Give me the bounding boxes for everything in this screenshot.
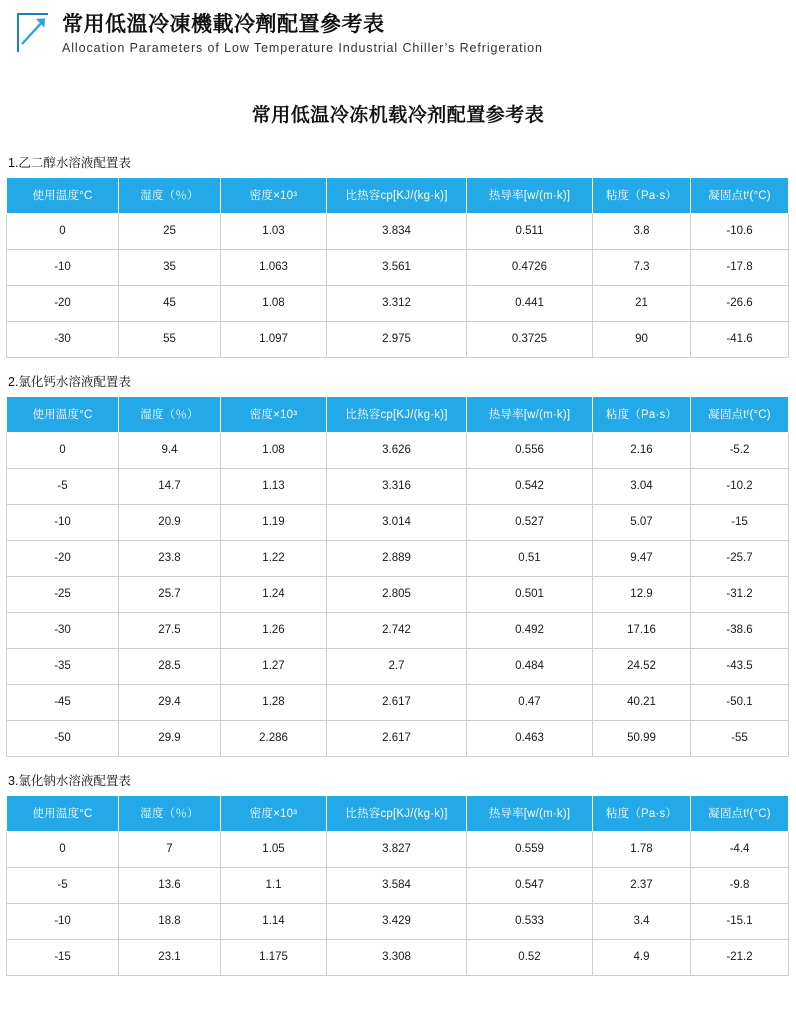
table-cell: 0.533 [467,903,593,939]
table-cell: 0 [7,432,119,468]
table-header-row [7,177,789,213]
table-cell: 24.52 [593,648,691,684]
column-header: 使用温度°C [7,177,119,213]
table-row [7,285,789,321]
table-cell: 21 [593,285,691,321]
column-header: 使用温度°C [7,396,119,432]
section-label: 1.乙二醇水溶液配置表 [8,155,131,170]
column-header: 粘度（Pa·s） [593,177,691,213]
table-cell: 0.3725 [467,321,593,357]
table-cell: 1.22 [221,540,327,576]
document-header [0,0,796,66]
table-cell: 20.9 [119,504,221,540]
table-cell: 3.312 [327,285,467,321]
table-cell: -9.8 [691,867,789,903]
table-cell: 45 [119,285,221,321]
table-cell: 7.3 [593,249,691,285]
column-header: 密度×10³ [221,795,327,831]
table-cell: 4.9 [593,939,691,975]
table-cell: 1.05 [221,831,327,867]
table-cell: -10.2 [691,468,789,504]
table-cell: -5.2 [691,432,789,468]
table-cell: 1.063 [221,249,327,285]
table-row [7,939,789,975]
table-cell: 3.8 [593,213,691,249]
table-cell: 1.78 [593,831,691,867]
table-cell: 9.4 [119,432,221,468]
column-header: 热导率[w/(m·k)] [467,795,593,831]
table-cell: -15.1 [691,903,789,939]
table-cell: 55 [119,321,221,357]
table-cell: 25.7 [119,576,221,612]
data-table [6,795,789,976]
column-header: 热导率[w/(m·k)] [467,177,593,213]
table-cell: 3.4 [593,903,691,939]
table-header-row [7,795,789,831]
column-header: 粘度（Pa·s） [593,396,691,432]
table-cell: 17.16 [593,612,691,648]
table-cell: -38.6 [691,612,789,648]
table-cell: -35 [7,648,119,684]
table-cell: 1.03 [221,213,327,249]
table-cell: -10 [7,249,119,285]
table-cell: 13.6 [119,867,221,903]
table-cell: -41.6 [691,321,789,357]
sections-container [0,153,796,976]
table-cell: 0.51 [467,540,593,576]
table-cell: 2.742 [327,612,467,648]
table-cell: 7 [119,831,221,867]
table-cell: -55 [691,720,789,756]
table-cell: 0.511 [467,213,593,249]
table-cell: -10 [7,903,119,939]
column-header: 湿度（％） [119,177,221,213]
table-cell: 3.429 [327,903,467,939]
table-cell: 9.47 [593,540,691,576]
table-cell: 3.014 [327,504,467,540]
table-row [7,504,789,540]
table-cell: -43.5 [691,648,789,684]
table-cell: 12.9 [593,576,691,612]
table-row [7,576,789,612]
table-cell: 0.501 [467,576,593,612]
column-header: 凝固点tᶠ(°C) [691,177,789,213]
table-cell: -4.4 [691,831,789,867]
table-cell: 1.1 [221,867,327,903]
table-cell: 23.8 [119,540,221,576]
section-label: 3.氯化钠水溶液配置表 [8,773,131,788]
table-cell: -5 [7,867,119,903]
table-row [7,540,789,576]
table-section [6,771,790,976]
table-cell: 3.834 [327,213,467,249]
table-cell: 3.626 [327,432,467,468]
table-row [7,213,789,249]
table-cell: 18.8 [119,903,221,939]
table-cell: 1.24 [221,576,327,612]
table-row [7,321,789,357]
table-cell: 5.07 [593,504,691,540]
table-row [7,432,789,468]
column-header: 凝固点tᶠ(°C) [691,795,789,831]
table-cell: 28.5 [119,648,221,684]
table-cell: 2.16 [593,432,691,468]
table-cell: -15 [691,504,789,540]
table-cell: 2.37 [593,867,691,903]
table-cell: 29.4 [119,684,221,720]
header-text-block [62,10,543,58]
table-row [7,249,789,285]
table-cell: -26.6 [691,285,789,321]
table-cell: 3.316 [327,468,467,504]
section-label: 2.氯化钙水溶液配置表 [8,374,131,389]
table-cell: 1.19 [221,504,327,540]
table-cell: 1.08 [221,432,327,468]
table-cell: 2.7 [327,648,467,684]
table-cell: 1.08 [221,285,327,321]
table-cell: 14.7 [119,468,221,504]
column-header: 比热容cp[KJ/(kg·k)] [327,396,467,432]
table-cell: -45 [7,684,119,720]
column-header: 湿度（％） [119,795,221,831]
table-cell: 0.492 [467,612,593,648]
table-cell: -21.2 [691,939,789,975]
table-cell: -15 [7,939,119,975]
header-title-en: Allocation Parameters of Low Temperature Industrial Chiller’s Refrigeration [62,41,543,56]
table-cell: 3.584 [327,867,467,903]
table-cell: 0.542 [467,468,593,504]
column-header: 热导率[w/(m·k)] [467,396,593,432]
table-section [6,372,790,757]
column-header: 比热容cp[KJ/(kg·k)] [327,177,467,213]
table-cell: 0.484 [467,648,593,684]
table-cell: 0.463 [467,720,593,756]
table-row [7,903,789,939]
table-cell: -31.2 [691,576,789,612]
table-cell: 0.527 [467,504,593,540]
table-row [7,468,789,504]
table-cell: -20 [7,540,119,576]
table-cell: 27.5 [119,612,221,648]
column-header: 密度×10³ [221,396,327,432]
table-cell: 1.14 [221,903,327,939]
table-row [7,684,789,720]
table-cell: 0.547 [467,867,593,903]
table-cell: -10 [7,504,119,540]
table-cell: 0.4726 [467,249,593,285]
table-cell: -25 [7,576,119,612]
table-cell: 0.52 [467,939,593,975]
table-cell: -30 [7,321,119,357]
table-cell: 1.13 [221,468,327,504]
data-table [6,396,789,757]
table-cell: 3.561 [327,249,467,285]
column-header: 粘度（Pa·s） [593,795,691,831]
table-row [7,831,789,867]
column-header: 比热容cp[KJ/(kg·k)] [327,795,467,831]
table-cell: -25.7 [691,540,789,576]
table-cell: 1.26 [221,612,327,648]
table-cell: -30 [7,612,119,648]
table-cell: 1.28 [221,684,327,720]
table-cell: 90 [593,321,691,357]
table-header-row [7,396,789,432]
table-row [7,720,789,756]
table-cell: -10.6 [691,213,789,249]
table-cell: 0 [7,213,119,249]
table-cell: 3.308 [327,939,467,975]
data-table [6,177,789,358]
table-cell: 3.04 [593,468,691,504]
table-cell: 2.889 [327,540,467,576]
table-row [7,612,789,648]
table-cell: 0.556 [467,432,593,468]
table-cell: 29.9 [119,720,221,756]
column-header: 密度×10³ [221,177,327,213]
table-cell: 3.827 [327,831,467,867]
column-header: 使用温度°C [7,795,119,831]
table-section [6,153,790,358]
header-title-cn: 常用低溫冷凍機載冷劑配置參考表 [62,13,385,36]
table-cell: -20 [7,285,119,321]
table-row [7,648,789,684]
table-cell: 25 [119,213,221,249]
column-header: 湿度（％） [119,396,221,432]
table-cell: 50.99 [593,720,691,756]
column-header: 凝固点tᶠ(°C) [691,396,789,432]
table-cell: -17.8 [691,249,789,285]
table-cell: 0.441 [467,285,593,321]
arrow-logo-icon [14,10,54,54]
table-cell: 2.286 [221,720,327,756]
table-cell: 35 [119,249,221,285]
table-cell: -50 [7,720,119,756]
table-row [7,867,789,903]
page-title: 常用低温冷冻机载冷剂配置参考表 [251,104,545,126]
table-cell: 1.27 [221,648,327,684]
table-cell: 23.1 [119,939,221,975]
table-cell: 1.097 [221,321,327,357]
table-cell: 0.47 [467,684,593,720]
table-cell: -50.1 [691,684,789,720]
table-cell: 2.975 [327,321,467,357]
table-cell: 0.559 [467,831,593,867]
table-cell: 1.175 [221,939,327,975]
table-cell: 40.21 [593,684,691,720]
table-cell: 2.617 [327,684,467,720]
table-cell: 0 [7,831,119,867]
table-cell: 2.805 [327,576,467,612]
table-cell: 2.617 [327,720,467,756]
table-cell: -5 [7,468,119,504]
